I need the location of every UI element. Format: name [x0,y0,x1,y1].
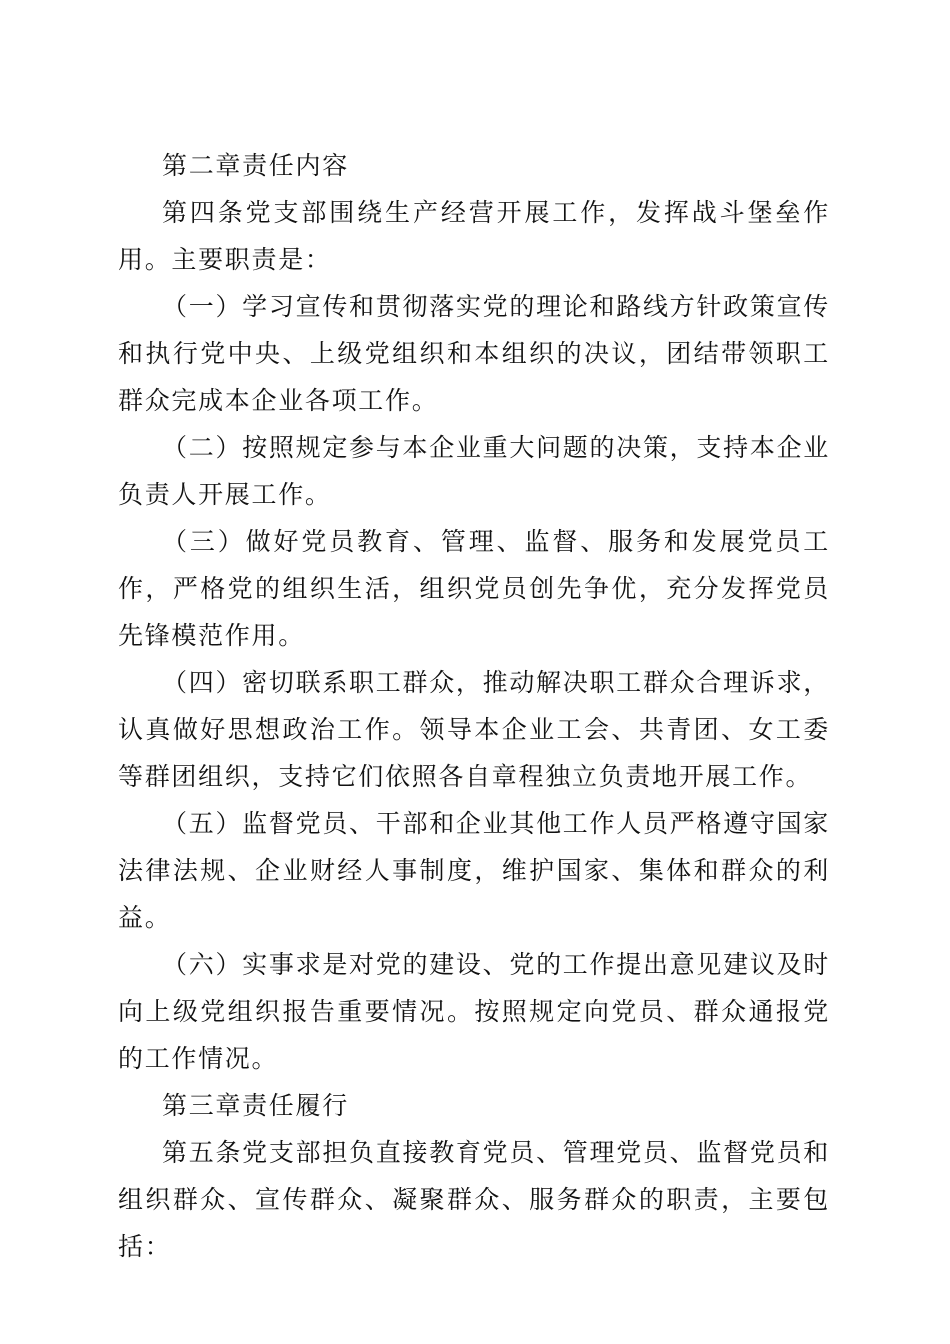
item-2: （二）按照规定参与本企业重大问题的决策，支持本企业负责人开展工作。 [118,433,830,509]
article4-intro: 第四条党支部围绕生产经营开展工作，发挥战斗堡垒作用。主要职责是： [118,198,830,274]
item-1: （一）学习宣传和贯彻落实党的理论和路线方针政策宣传和执行党中央、上级党组织和本组织的决议，团结带领职工群众完成本企业各项工作。 [118,292,830,415]
item-6: （六）实事求是对党的建设、党的工作提出意见建议及时向上级党组织报告重要情况。按照规定向党员、群众通报党的工作情况。 [118,950,830,1073]
document-body [118,142,830,1270]
chapter2-title: 第二章责任内容 [162,151,349,180]
item-4: （四）密切联系职工群众，推动解决职工群众合理诉求，认真做好思想政治工作。领导本企业工会、共青团、女工委等群团组织，支持它们依照各自章程独立负责地开展工作。 [118,668,830,791]
chapter3-title: 第三章责任履行 [162,1091,349,1120]
item-3: （三）做好党员教育、管理、监督、服务和发展党员工作，严格党的组织生活，组织党员创先争优，充分发挥党员先锋模范作用。 [118,527,830,650]
item-5: （五）监督党员、干部和企业其他工作人员严格遵守国家法律法规、企业财经人事制度，维护国家、集体和群众的利益。 [118,809,830,932]
article5: 第五条党支部担负直接教育党员、管理党员、监督党员和组织群众、宣传群众、凝聚群众、服务群众的职责，主要包括： [118,1138,830,1261]
